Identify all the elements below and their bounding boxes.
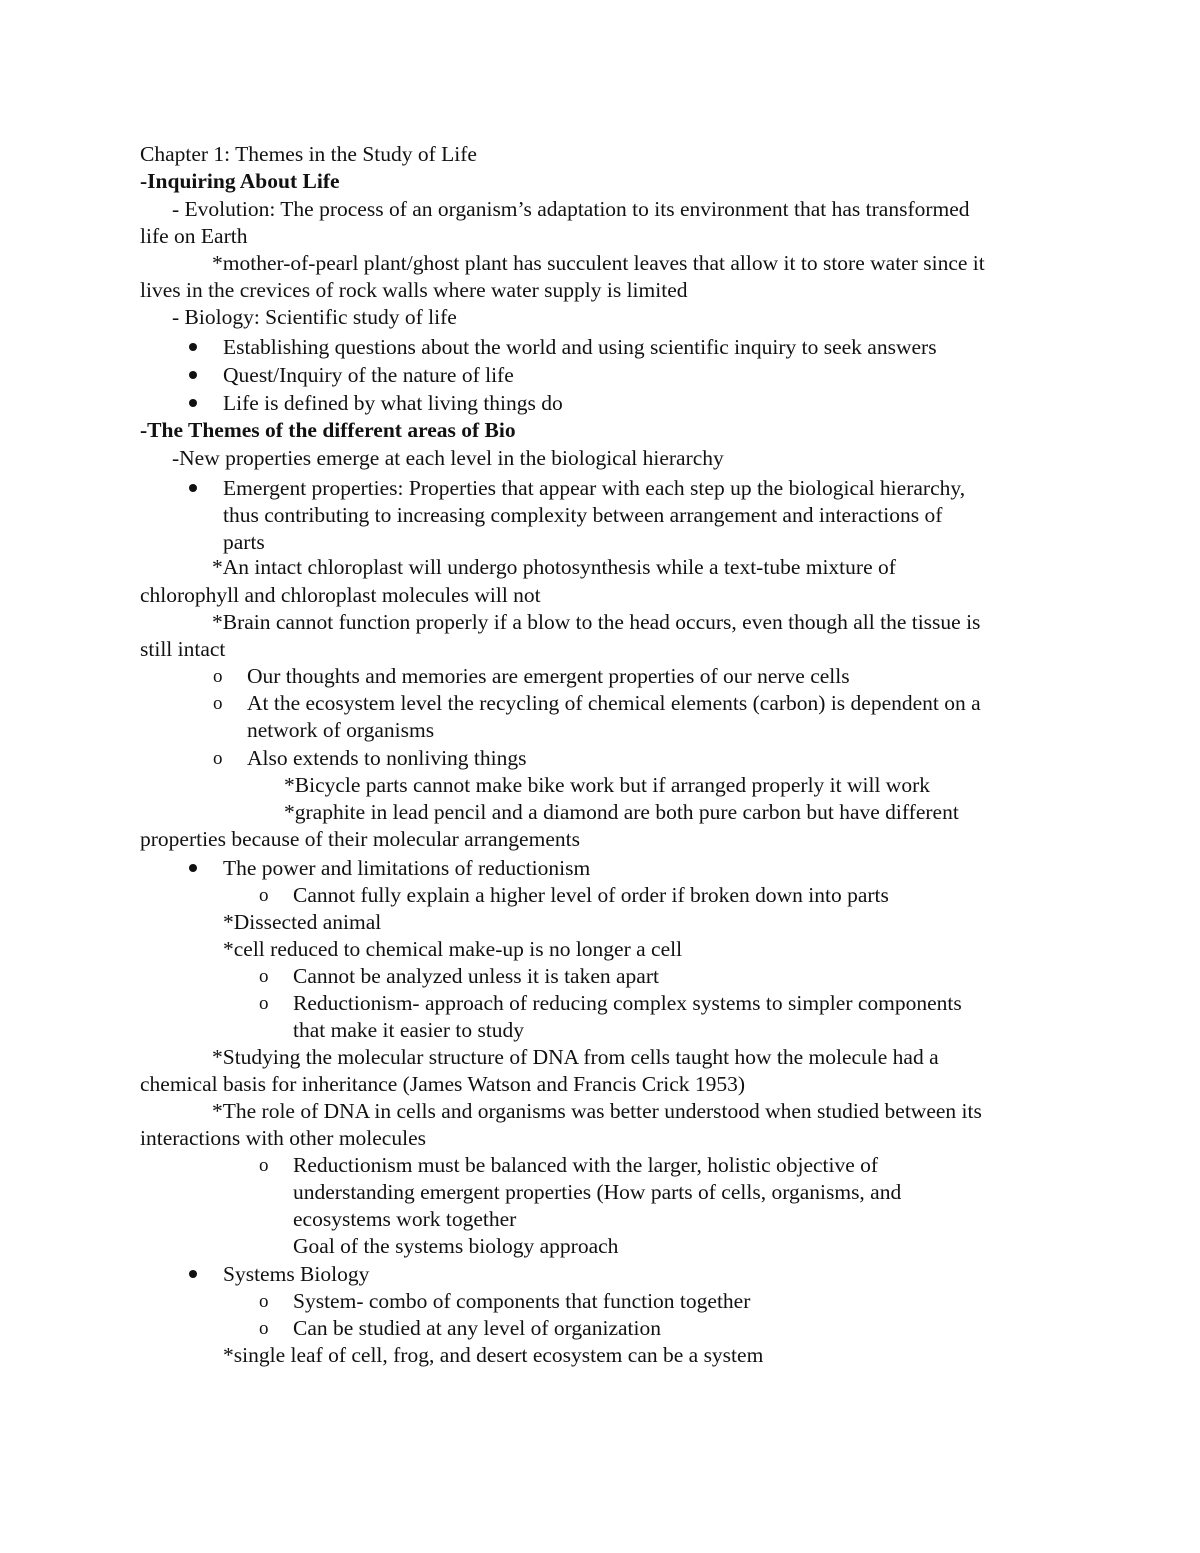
example-dna-role: *The role of DNA in cells and organisms was better understood when studied between its <box>212 1099 982 1123</box>
circle-bullet-icon: o <box>259 1318 269 1339</box>
example-brain: *Brain cannot function properly if a blow to the head occurs, even though all the tissue is <box>212 610 981 634</box>
subheading-emerge: -New properties emerge at each level in the biological hierarchy <box>172 446 724 470</box>
bullet-icon <box>189 484 197 492</box>
sub-item-system-levels: Can be studied at any level of organization <box>293 1316 661 1340</box>
sub-item-balanced-goal: Goal of the systems biology approach <box>293 1234 619 1258</box>
example-chloroplast-cont: chlorophyll and chloroplast molecules will not <box>140 583 541 607</box>
sub-item-thoughts: Our thoughts and memories are emergent properties of our nerve cells <box>247 664 850 688</box>
circle-bullet-icon: o <box>213 693 223 714</box>
sub-item-reductionism-cont: that make it easier to study <box>293 1018 525 1042</box>
list-item-systems-biology: Systems Biology <box>223 1262 370 1286</box>
list-item-emergent-cont: thus contributing to increasing complexity between arrangement and interactions of <box>223 503 943 527</box>
example-dissected: *Dissected animal <box>223 910 382 934</box>
list-item: Life is defined by what living things do <box>223 391 563 415</box>
sub-item-balanced: Reductionism must be balanced with the larger, holistic objective of <box>293 1153 879 1177</box>
sub-item-nonliving: Also extends to nonliving things <box>247 746 527 770</box>
bullet-icon <box>189 1270 197 1278</box>
sub-item-system-def: System- combo of components that function together <box>293 1289 751 1313</box>
example-graphite: *graphite in lead pencil and a diamond are both pure carbon but have different <box>284 800 959 824</box>
example-dna-role-cont: interactions with other molecules <box>140 1126 426 1150</box>
circle-bullet-icon: o <box>259 1291 269 1312</box>
circle-bullet-icon: o <box>259 993 269 1014</box>
example-cell: *cell reduced to chemical make-up is no longer a cell <box>223 937 683 961</box>
example-ghost-plant: *mother-of-pearl plant/ghost plant has succulent leaves that allow it to store water since it <box>212 251 985 275</box>
example-bicycle: *Bicycle parts cannot make bike work but if arranged properly it will work <box>284 773 930 797</box>
circle-bullet-icon: o <box>259 1155 269 1176</box>
bullet-icon <box>189 371 197 379</box>
bullet-icon <box>189 864 197 872</box>
biology-definition: - Biology: Scientific study of life <box>172 305 457 329</box>
sub-item-balanced-cont: ecosystems work together <box>293 1207 517 1231</box>
evolution-definition-cont: life on Earth <box>140 224 248 248</box>
example-chloroplast: *An intact chloroplast will undergo photosynthesis while a text-tube mixture of <box>212 555 896 579</box>
sub-item-ecosystem-cont: network of organisms <box>247 718 435 742</box>
circle-bullet-icon: o <box>259 966 269 987</box>
circle-bullet-icon: o <box>259 885 269 906</box>
sub-item-reductionism: Reductionism- approach of reducing complex systems to simpler components <box>293 991 962 1015</box>
sub-item-cannot-analyzed: Cannot be analyzed unless it is taken apart <box>293 964 659 988</box>
example-ghost-plant-cont: lives in the crevices of rock walls where water supply is limited <box>140 278 688 302</box>
list-item-emergent-cont: parts <box>223 530 265 554</box>
section-heading-themes: -The Themes of the different areas of Bio <box>140 418 516 442</box>
list-item-reductionism: The power and limitations of reductionism <box>223 856 591 880</box>
list-item-emergent: Emergent properties: Properties that appear with each step up the biological hierarchy, <box>223 476 966 500</box>
circle-bullet-icon: o <box>213 748 223 769</box>
list-item: Quest/Inquiry of the nature of life <box>223 363 514 387</box>
circle-bullet-icon: o <box>213 666 223 687</box>
sub-item-cannot-explain: Cannot fully explain a higher level of order if broken down into parts <box>293 883 889 907</box>
bullet-icon <box>189 343 197 351</box>
example-graphite-cont: properties because of their molecular arrangements <box>140 827 580 851</box>
example-dna-structure-cont: chemical basis for inheritance (James Watson and Francis Crick 1953) <box>140 1072 746 1096</box>
example-brain-cont: still intact <box>140 637 226 661</box>
chapter-title: Chapter 1: Themes in the Study of Life <box>140 142 477 166</box>
bullet-icon <box>189 399 197 407</box>
evolution-definition: - Evolution: The process of an organism’s adaptation to its environment that has transformed <box>172 197 970 221</box>
section-heading-inquiring: -Inquiring About Life <box>140 169 340 193</box>
example-leaf: *single leaf of cell, frog, and desert ecosystem can be a system <box>223 1343 764 1367</box>
list-item: Establishing questions about the world and using scientific inquiry to seek answers <box>223 335 937 359</box>
sub-item-ecosystem: At the ecosystem level the recycling of chemical elements (carbon) is dependent on a <box>247 691 981 715</box>
example-dna-structure: *Studying the molecular structure of DNA from cells taught how the molecule had a <box>212 1045 939 1069</box>
sub-item-balanced-cont: understanding emergent properties (How parts of cells, organisms, and <box>293 1180 902 1204</box>
